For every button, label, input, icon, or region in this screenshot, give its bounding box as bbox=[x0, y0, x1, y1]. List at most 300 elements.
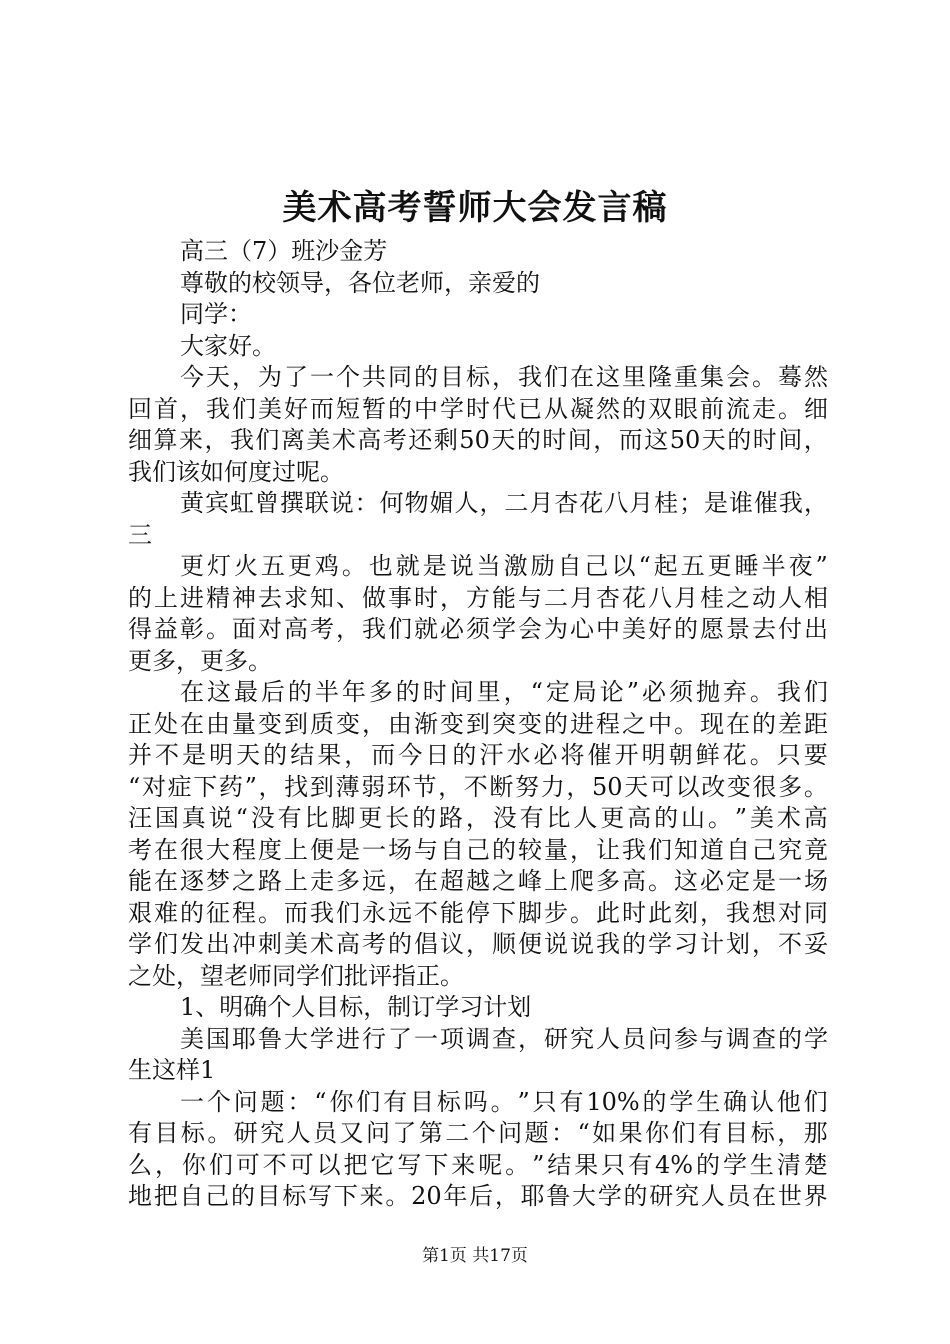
glyph: 美 bbox=[258, 394, 282, 423]
glyph: 们 bbox=[255, 426, 280, 454]
glyph: 节 bbox=[412, 772, 437, 801]
glyph: 在 bbox=[154, 835, 178, 864]
glyph: 方 bbox=[466, 583, 490, 612]
glyph: 标 bbox=[466, 363, 490, 391]
glyph: 上 bbox=[284, 867, 308, 895]
glyph: 们 bbox=[648, 835, 672, 864]
glyph: “ bbox=[530, 678, 543, 706]
glyph: 高 bbox=[622, 867, 646, 895]
glyph: 下 bbox=[492, 898, 516, 927]
glyph: 火 bbox=[233, 552, 258, 580]
glyph: 环 bbox=[386, 772, 411, 801]
glyph: 到 bbox=[309, 772, 334, 801]
text-line bbox=[128, 740, 828, 772]
glyph: 后 bbox=[260, 678, 285, 706]
glyph: 的 bbox=[492, 835, 516, 864]
text-line bbox=[128, 929, 828, 961]
glyph: 而 bbox=[618, 426, 643, 454]
glyph: 时 bbox=[466, 394, 490, 423]
glyph: 的 bbox=[412, 804, 437, 832]
text-line: 三 bbox=[128, 520, 152, 549]
glyph: 长 bbox=[385, 804, 410, 832]
glyph: 山 bbox=[680, 804, 705, 832]
text-line bbox=[128, 394, 828, 426]
glyph: 你 bbox=[181, 1150, 206, 1179]
glyph: 果 bbox=[618, 1119, 643, 1147]
glyph: 好 bbox=[648, 615, 672, 643]
glyph: 。 bbox=[749, 741, 774, 769]
glyph: 对 bbox=[778, 898, 802, 927]
glyph: ， bbox=[438, 772, 463, 801]
glyph: 美 bbox=[306, 426, 331, 454]
glyph: 术 bbox=[331, 426, 356, 454]
justified-line-content bbox=[128, 583, 828, 615]
glyph: 然 bbox=[596, 394, 620, 423]
glyph: ， bbox=[752, 930, 776, 958]
glyph: 可 bbox=[289, 1150, 314, 1179]
glyph: 的 bbox=[778, 1024, 802, 1053]
glyph: 竟 bbox=[804, 835, 828, 864]
glyph: 集 bbox=[700, 363, 724, 391]
justified-line-content bbox=[128, 1181, 828, 1213]
glyph: 进 bbox=[570, 709, 594, 738]
glyph: 由 bbox=[206, 709, 230, 738]
glyph: 会 bbox=[518, 615, 542, 643]
glyph: 员 bbox=[622, 1024, 646, 1053]
glyph: 断 bbox=[489, 772, 514, 801]
glyph: 有 bbox=[277, 804, 302, 832]
glyph: 人 bbox=[454, 489, 479, 517]
glyph: 进 bbox=[336, 1024, 360, 1053]
text-line: 大家好。 bbox=[180, 331, 276, 360]
glyph: 么 bbox=[128, 1150, 152, 1179]
document-body bbox=[128, 236, 828, 1213]
glyph: 鲁 bbox=[546, 1182, 571, 1210]
glyph: 了 bbox=[284, 363, 308, 391]
glyph: 月 bbox=[529, 489, 554, 517]
text-line bbox=[128, 1181, 828, 1213]
glyph: 呢 bbox=[478, 1150, 503, 1179]
glyph: 有 bbox=[559, 1087, 584, 1116]
glyph: 五 bbox=[680, 552, 705, 580]
glyph: 然 bbox=[804, 363, 828, 391]
glyph: 场 bbox=[804, 867, 828, 895]
glyph: 重 bbox=[674, 363, 698, 391]
text-line bbox=[128, 1118, 828, 1150]
text-line bbox=[128, 1087, 828, 1119]
glyph: 难 bbox=[154, 898, 178, 927]
glyph: 找 bbox=[284, 772, 309, 801]
glyph: 撰 bbox=[279, 489, 304, 517]
glyph: 八 bbox=[648, 583, 672, 612]
glyph: 人 bbox=[596, 1024, 620, 1053]
glyph: 真 bbox=[181, 804, 206, 832]
glyph: 生 bbox=[696, 1087, 721, 1116]
glyph: 的 bbox=[180, 898, 204, 927]
glyph: 天 bbox=[491, 426, 516, 454]
text-line: 我们该如何度过呢。 bbox=[128, 457, 344, 486]
glyph: 出 bbox=[804, 615, 828, 643]
glyph: 之 bbox=[726, 583, 750, 612]
glyph: 就 bbox=[414, 615, 438, 643]
glyph: 远 bbox=[388, 898, 412, 927]
glyph: 们 bbox=[671, 1119, 696, 1147]
glyph: 之 bbox=[492, 867, 516, 895]
glyph: 的 bbox=[414, 363, 438, 391]
glyph: 人 bbox=[286, 1119, 311, 1147]
justified-line-content bbox=[128, 425, 828, 457]
glyph: 必 bbox=[533, 741, 558, 769]
glyph: 时 bbox=[542, 426, 567, 454]
glyph: 们 bbox=[154, 930, 178, 958]
glyph: 是 bbox=[336, 835, 360, 864]
glyph: 们 bbox=[336, 898, 360, 927]
glyph: 来 bbox=[178, 426, 203, 454]
glyph: 知 bbox=[674, 835, 698, 864]
glyph: 。 bbox=[749, 678, 774, 706]
glyph: 。 bbox=[707, 804, 732, 832]
glyph: 说 bbox=[570, 930, 594, 958]
glyph: 习 bbox=[674, 930, 698, 958]
glyph: 为 bbox=[258, 363, 282, 391]
glyph: 的 bbox=[696, 1150, 721, 1179]
glyph: 目 bbox=[440, 363, 464, 391]
glyph: 回 bbox=[128, 394, 152, 423]
glyph: 我 bbox=[206, 394, 230, 423]
glyph: 有 bbox=[128, 1119, 152, 1147]
glyph: 标 bbox=[750, 1119, 775, 1147]
glyph: ， bbox=[479, 489, 504, 517]
glyph: 上 bbox=[544, 867, 568, 895]
text-line: 1、明确个人目标，制订学习计划 bbox=[180, 993, 532, 1021]
glyph: 。 bbox=[206, 615, 230, 643]
glyph: 50 bbox=[459, 426, 490, 454]
glyph: 流 bbox=[726, 394, 750, 423]
glyph: 己 bbox=[752, 835, 776, 864]
glyph: 美 bbox=[622, 615, 646, 643]
glyph: 局 bbox=[572, 678, 597, 706]
glyph: 二 bbox=[544, 583, 568, 612]
glyph: 人 bbox=[700, 1182, 725, 1210]
glyph: 还 bbox=[408, 426, 433, 454]
text-line: 尊敬的校领导，各位老师，亲爱的 bbox=[180, 268, 540, 297]
glyph: ， bbox=[803, 489, 828, 517]
glyph: 求 bbox=[284, 583, 308, 612]
glyph: ” bbox=[532, 1150, 545, 1179]
glyph: 员 bbox=[313, 1119, 338, 1147]
glyph: 力 bbox=[540, 772, 565, 801]
glyph: 顺 bbox=[492, 930, 516, 958]
glyph: 可 bbox=[649, 772, 674, 801]
glyph: 可 bbox=[235, 1150, 260, 1179]
glyph: 多 bbox=[336, 867, 360, 895]
glyph: 花 bbox=[722, 741, 747, 769]
glyph: 更 bbox=[600, 804, 625, 832]
glyph: 在 bbox=[752, 1182, 777, 1210]
glyph: 艰 bbox=[128, 898, 152, 927]
glyph: 间 bbox=[449, 678, 474, 706]
glyph: 程 bbox=[232, 835, 256, 864]
glyph: ， bbox=[362, 709, 386, 738]
glyph: 有 bbox=[697, 1119, 722, 1147]
glyph: 问 bbox=[365, 1119, 390, 1147]
glyph: 必 bbox=[440, 615, 464, 643]
glyph: 问 bbox=[498, 1119, 523, 1147]
glyph: 变 bbox=[440, 709, 464, 738]
glyph: 下 bbox=[424, 1150, 449, 1179]
glyph: 变 bbox=[518, 709, 542, 738]
glyph: 里 bbox=[476, 678, 501, 706]
glyph: 的 bbox=[230, 1182, 255, 1210]
glyph: 同 bbox=[804, 898, 828, 927]
glyph: ； bbox=[679, 489, 704, 517]
glyph: 一 bbox=[778, 867, 802, 895]
glyph: 倡 bbox=[414, 930, 438, 958]
page-footer: 第1页 共17页 bbox=[422, 1246, 528, 1266]
glyph: 为 bbox=[544, 615, 568, 643]
glyph: 美 bbox=[284, 930, 308, 958]
glyph: 中 bbox=[414, 394, 438, 423]
glyph: 逐 bbox=[180, 867, 204, 895]
glyph: 的 bbox=[388, 394, 412, 423]
glyph: 谁 bbox=[728, 489, 753, 517]
glyph: 物 bbox=[404, 489, 429, 517]
glyph: 开 bbox=[614, 741, 639, 769]
glyph: 后 bbox=[469, 1182, 494, 1210]
glyph: 变 bbox=[258, 709, 282, 738]
glyph: 上 bbox=[154, 583, 178, 612]
justified-line-content bbox=[128, 898, 828, 930]
glyph: 上 bbox=[284, 835, 308, 864]
glyph: 生 bbox=[749, 1150, 774, 1179]
glyph: 与 bbox=[414, 835, 438, 864]
glyph: ， bbox=[388, 867, 412, 895]
glyph: 更 bbox=[180, 552, 204, 580]
glyph: 时 bbox=[422, 678, 447, 706]
glyph: 在 bbox=[414, 867, 438, 895]
glyph: 。 bbox=[570, 898, 594, 927]
glyph: 世 bbox=[777, 1182, 802, 1210]
glyph: 现 bbox=[700, 709, 724, 738]
glyph: 50 bbox=[592, 772, 623, 801]
glyph: 研 bbox=[544, 1024, 568, 1053]
justified-line-content bbox=[180, 362, 828, 394]
glyph: 征 bbox=[206, 898, 230, 927]
glyph: 首 bbox=[154, 394, 178, 423]
glyph: 便 bbox=[310, 835, 334, 864]
glyph: 的 bbox=[287, 678, 312, 706]
glyph: 同 bbox=[388, 363, 412, 391]
glyph: 。 bbox=[258, 898, 282, 927]
glyph: 代 bbox=[492, 394, 516, 423]
glyph: 弃 bbox=[722, 678, 747, 706]
glyph: 调 bbox=[466, 1024, 490, 1053]
glyph: 面 bbox=[232, 615, 256, 643]
glyph: 只 bbox=[776, 741, 801, 769]
glyph: 精 bbox=[206, 583, 230, 612]
glyph: 们 bbox=[388, 615, 412, 643]
glyph: 个 bbox=[336, 363, 360, 391]
glyph: “ bbox=[235, 804, 248, 832]
glyph: 的 bbox=[395, 678, 420, 706]
glyph: 朝 bbox=[668, 741, 693, 769]
glyph: 一 bbox=[414, 1024, 438, 1053]
glyph: 前 bbox=[700, 394, 724, 423]
glyph: 进 bbox=[180, 583, 204, 612]
glyph: 做 bbox=[362, 583, 386, 612]
glyph: 必 bbox=[700, 867, 724, 895]
glyph: 说 bbox=[544, 930, 568, 958]
glyph: 议 bbox=[440, 930, 464, 958]
glyph: 不 bbox=[463, 772, 488, 801]
glyph: 10% bbox=[586, 1087, 640, 1116]
glyph: ， bbox=[494, 1182, 519, 1210]
glyph: 更 bbox=[287, 552, 312, 580]
glyph: 细 bbox=[128, 426, 152, 454]
glyph: 。 bbox=[648, 867, 672, 895]
glyph: 多 bbox=[368, 678, 393, 706]
glyph: ， bbox=[258, 772, 283, 801]
glyph: 吗 bbox=[463, 1087, 488, 1116]
glyph: 们 bbox=[803, 678, 828, 706]
glyph: 最 bbox=[233, 678, 258, 706]
glyph: 症 bbox=[167, 772, 192, 801]
glyph: 来 bbox=[451, 1150, 476, 1179]
glyph: 须 bbox=[668, 678, 693, 706]
glyph: 自 bbox=[179, 1182, 204, 1210]
glyph: 己 bbox=[205, 1182, 230, 1210]
glyph: ， bbox=[700, 898, 724, 927]
glyph: 刻 bbox=[674, 898, 698, 927]
glyph: 日 bbox=[425, 741, 450, 769]
glyph: 我 bbox=[518, 363, 542, 391]
glyph: 峰 bbox=[518, 867, 542, 895]
glyph: 。 bbox=[778, 394, 802, 423]
justified-line-content bbox=[128, 614, 828, 646]
glyph: 梦 bbox=[206, 867, 230, 895]
glyph: ： bbox=[551, 1119, 575, 1147]
glyph: 天 bbox=[624, 772, 649, 801]
glyph: 去 bbox=[752, 615, 776, 643]
glyph: 激 bbox=[503, 552, 528, 580]
glyph: 有 bbox=[383, 1087, 408, 1116]
glyph: 来 bbox=[359, 1182, 384, 1210]
text-line: 同学： bbox=[180, 300, 252, 328]
glyph: 有 bbox=[628, 1150, 653, 1179]
glyph: 学 bbox=[128, 930, 152, 958]
glyph: 只 bbox=[532, 1087, 557, 1116]
glyph: 睡 bbox=[734, 552, 759, 580]
glyph: “ bbox=[638, 552, 651, 580]
glyph: 远 bbox=[362, 867, 386, 895]
glyph: 眼 bbox=[674, 394, 698, 423]
glyph: 彰 bbox=[180, 615, 204, 643]
glyph: 我 bbox=[726, 898, 750, 927]
glyph: 能 bbox=[440, 898, 464, 927]
glyph: 动 bbox=[752, 583, 776, 612]
glyph: 美 bbox=[180, 1024, 204, 1053]
glyph: 题 bbox=[260, 1087, 285, 1116]
glyph: 停 bbox=[466, 898, 490, 927]
glyph: 月 bbox=[629, 489, 654, 517]
glyph: 究 bbox=[570, 1024, 594, 1053]
glyph: 就 bbox=[395, 552, 420, 580]
glyph: 美 bbox=[749, 804, 774, 832]
glyph: 路 bbox=[258, 867, 282, 895]
glyph: 把 bbox=[153, 1182, 178, 1210]
glyph: 汗 bbox=[479, 741, 504, 769]
glyph: “ bbox=[577, 1119, 590, 1147]
glyph: 定 bbox=[545, 678, 570, 706]
glyph: 不 bbox=[414, 898, 438, 927]
glyph: ” bbox=[815, 552, 828, 580]
glyph: 研 bbox=[649, 1182, 674, 1210]
glyph: 对 bbox=[258, 615, 282, 643]
glyph: 的 bbox=[727, 426, 752, 454]
glyph: 的 bbox=[544, 709, 568, 738]
glyph: 八 bbox=[604, 489, 629, 517]
glyph: 让 bbox=[596, 835, 620, 864]
glyph: ， bbox=[803, 426, 828, 454]
glyph: 抛 bbox=[695, 678, 720, 706]
glyph: 楚 bbox=[803, 1150, 828, 1179]
glyph: 事 bbox=[388, 583, 412, 612]
justified-line-content bbox=[128, 772, 828, 804]
glyph: 神 bbox=[232, 583, 256, 612]
glyph: 大 bbox=[572, 1182, 597, 1210]
glyph: 会 bbox=[726, 363, 750, 391]
glyph: 考 bbox=[128, 835, 152, 864]
glyph: 药 bbox=[218, 772, 243, 801]
glyph: 把 bbox=[343, 1150, 368, 1179]
glyph: 们 bbox=[356, 1087, 381, 1116]
glyph: 发 bbox=[180, 930, 204, 958]
glyph: 时 bbox=[752, 426, 777, 454]
glyph: 汪 bbox=[128, 804, 152, 832]
glyph: 一 bbox=[362, 835, 386, 864]
justified-line-content bbox=[128, 1150, 828, 1182]
glyph: 算 bbox=[153, 426, 178, 454]
glyph: 耶 bbox=[232, 1024, 256, 1053]
glyph: 。 bbox=[752, 363, 776, 391]
glyph: ， bbox=[232, 363, 256, 391]
glyph: 便 bbox=[518, 930, 542, 958]
glyph: 明 bbox=[641, 741, 666, 769]
glyph: 桂 bbox=[700, 583, 724, 612]
glyph: 的 bbox=[263, 741, 288, 769]
glyph: 薄 bbox=[335, 772, 360, 801]
glyph: 在 bbox=[180, 678, 204, 706]
glyph: 暂 bbox=[362, 394, 386, 423]
glyph: 步 bbox=[544, 898, 568, 927]
glyph: 、 bbox=[336, 583, 360, 612]
glyph: 标 bbox=[180, 1119, 205, 1147]
glyph: 高 bbox=[357, 426, 382, 454]
glyph: 离 bbox=[280, 426, 305, 454]
glyph: ” bbox=[626, 678, 640, 706]
glyph: 联 bbox=[304, 489, 329, 517]
glyph: 花 bbox=[579, 489, 604, 517]
glyph: 中 bbox=[596, 615, 620, 643]
glyph: 学 bbox=[492, 615, 516, 643]
glyph: 们 bbox=[208, 1150, 233, 1179]
glyph: 将 bbox=[560, 741, 585, 769]
glyph: 鸡 bbox=[314, 552, 339, 580]
glyph: ， bbox=[466, 930, 490, 958]
glyph: 研 bbox=[233, 1119, 258, 1147]
glyph: 距 bbox=[804, 709, 828, 738]
text-line bbox=[128, 1024, 828, 1056]
